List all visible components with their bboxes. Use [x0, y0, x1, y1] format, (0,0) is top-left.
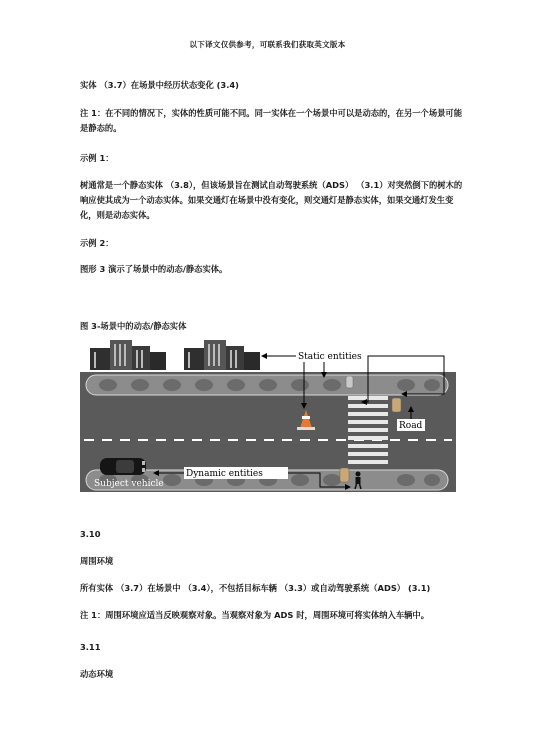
- section-term: 周围环境: [80, 556, 114, 566]
- figure-caption: 图 3-场景中的动态/静态实体: [80, 321, 187, 331]
- section-definition: 所有实体 （3.7）在场景中 （3.4），不包括目标车辆 （3.3）或自动驾驶系统（ADS） (3.1): [80, 583, 431, 593]
- road-label: Road: [399, 421, 423, 431]
- figure-reference: 图形 3 演示了场景中的动态/静态实体。: [80, 264, 228, 274]
- scenario-figure: [80, 332, 456, 512]
- dynamic-entities-label: Dynamic entities: [186, 469, 263, 479]
- static-entities-label: Static entities: [298, 352, 362, 362]
- section-number: 3.10: [80, 529, 101, 539]
- building-icon: [184, 340, 260, 370]
- scenario-diagram: [80, 332, 456, 512]
- crosswalk: [348, 396, 388, 464]
- page-header: 以下译文仅供参考，可联系我们获取英文版本: [189, 40, 346, 49]
- example-2-heading: 示例 2：: [80, 238, 114, 248]
- building-icon: [90, 340, 166, 370]
- subject-vehicle-label: Subject vehicle: [94, 479, 164, 489]
- example-1-heading: 示例 1：: [80, 153, 114, 163]
- next-section-number: 3.11: [80, 642, 101, 652]
- next-section-term: 动态环境: [80, 669, 114, 679]
- definition-text: 实体 （3.7）在场景中经历状态变化 (3.4): [80, 80, 239, 90]
- example-1-text: 树通常是一个静态实体 （3.8），但该场景旨在测试自动驾驶系统（ADS） （3.1）对突然倒下的树木的响应使其成为一个动态实体。如果交通灯在场景中没有变化，则交通灯是静态实体，如果交通灯发生变化，则是动态实体。: [80, 180, 463, 220]
- subject-vehicle-icon: [100, 458, 146, 475]
- note-1: 注 1：在不同的情况下，实体的性质可能不同。同一实体在一个场景中可以是动态的，在另一个场景可能是静态的。: [80, 108, 463, 133]
- section-note: 注 1：周围环境应适当反映观察对象。当观察对象为 ADS 时，周围环境可将实体纳入车辆中。: [80, 610, 430, 620]
